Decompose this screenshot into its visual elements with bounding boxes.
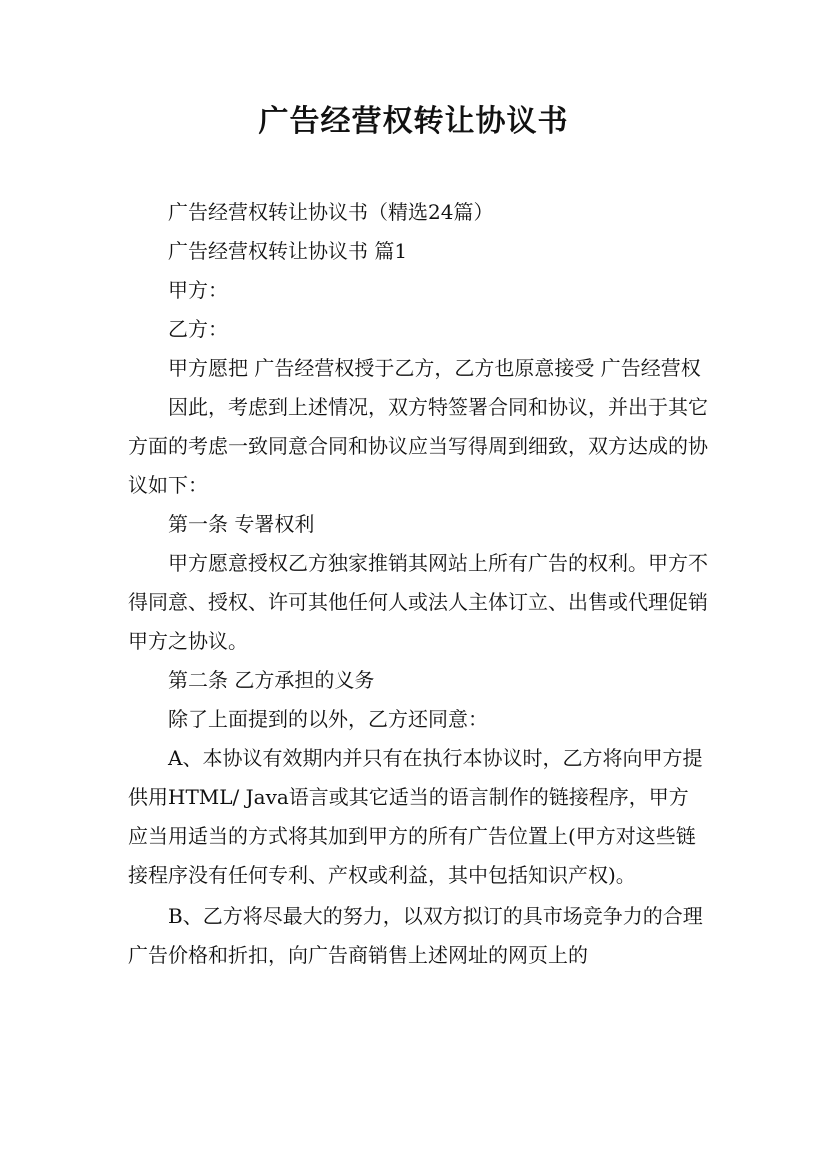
document-title: 广告经营权转让协议书: [258, 104, 569, 139]
paragraph-grant: 甲方愿把 广告经营权授于乙方，乙方也原意接受 广告经营权: [168, 356, 701, 380]
paragraph-considerations: 因此，考虑到上述情况，双方特签署合同和协议，并出于其它方面的考虑一致同意合同和协议应当写得周到细致，双方达成的协议如下：: [128, 395, 708, 497]
paragraph-item-b: B、乙方将尽最大的努力，以双方拟订的具市场竞争力的合理广告价格和折扣，向广告商销售上述网址的网页上的: [128, 904, 703, 967]
paragraph-article-1-heading: 第一条 专署权利: [168, 512, 315, 536]
paragraph-party-a: 甲方：: [168, 278, 228, 302]
paragraph-subtitle: 广告经营权转让协议书（精选24篇）: [168, 200, 494, 224]
paragraph-article-2-intro: 除了上面提到的以外，乙方还同意：: [168, 707, 488, 731]
paragraph-article-1-body: 甲方愿意授权乙方独家推销其网站上所有广告的权利。甲方不得同意、授权、许可其他任何人或法人主体订立、出售或代理促销甲方之协议。: [128, 551, 708, 653]
paragraph-party-b: 乙方：: [168, 317, 228, 341]
paragraph-section-heading: 广告经营权转让协议书 篇1: [168, 239, 408, 263]
paragraph-item-a: A、本协议有效期内并只有在执行本协议时，乙方将向甲方提供用HTML/ Java语言或其它适当的语言制作的链接程序，甲方应当用适当的方式将其加到甲方的所有广告位置上(甲方对这些链接程序没有任何专利、产权或利益，其中包括知识产权)。: [128, 746, 703, 887]
paragraph-article-2-heading: 第二条 乙方承担的义务: [168, 668, 375, 692]
document-body: [128, 193, 708, 975]
